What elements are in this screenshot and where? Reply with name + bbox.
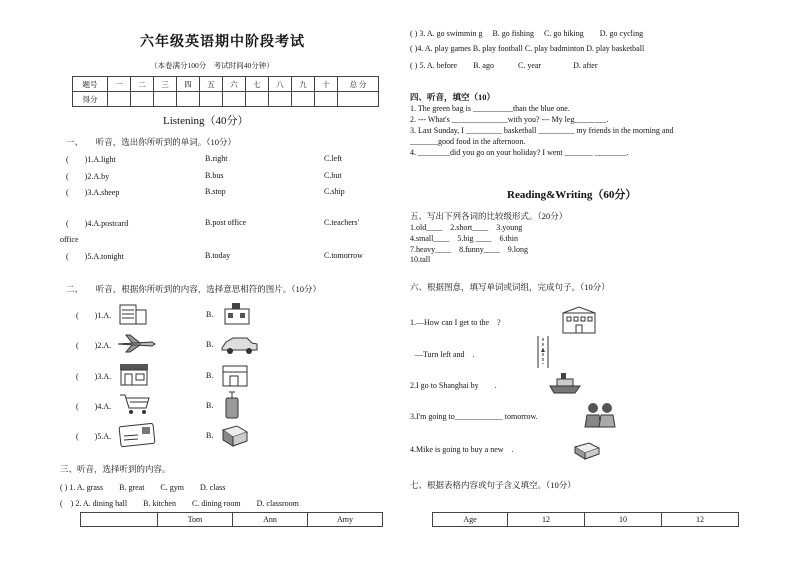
pic-question: ( )5.A. bbox=[76, 432, 112, 441]
score-input[interactable] bbox=[338, 92, 379, 107]
names-table bbox=[80, 512, 383, 527]
word-line: 7.heavy____ 8.funny____ 9.long bbox=[410, 245, 528, 254]
score-cell: 五 bbox=[200, 77, 223, 92]
picture-sentence: 3.I'm going to____________ tomorrow. bbox=[410, 412, 538, 421]
word-line: 1.old____ 2.short____ 3.young bbox=[410, 223, 523, 232]
s3-item: ( ) 2. A. dining hall B. kitchen C. dining room D. classroom bbox=[60, 499, 299, 508]
picture-sentence: 2.I go to Shanghai by . bbox=[410, 381, 497, 390]
pic-question: ( )3.A. bbox=[76, 372, 112, 381]
option: B.bus bbox=[205, 171, 224, 180]
section4-title: 四、听音，填空（10） bbox=[410, 92, 496, 102]
score-input[interactable] bbox=[223, 92, 246, 107]
table-cell: Tom bbox=[158, 513, 233, 527]
word-line: 4.small____ 5.big ____ 6.thin bbox=[410, 234, 518, 243]
score-input[interactable] bbox=[177, 92, 200, 107]
fill-line: 4. ________did you go on your holiday? I went _______ ________. bbox=[410, 148, 629, 157]
picture-sentence: —Turn left and . bbox=[415, 350, 475, 359]
option: C.left bbox=[324, 154, 342, 163]
question: ( )3.A.sheep bbox=[66, 188, 120, 197]
pic-question: ( )1.A. bbox=[76, 311, 112, 320]
shoes-icon bbox=[572, 439, 602, 463]
hospital-icon bbox=[560, 305, 598, 335]
shopping-cart-icon bbox=[118, 392, 152, 416]
shop-icon bbox=[118, 361, 150, 387]
section6-title: 六、根据图意，填写单词或词组，完成句子。（10分） bbox=[410, 282, 610, 292]
score-cell: 九 bbox=[292, 77, 315, 92]
factory-icon bbox=[222, 301, 252, 325]
word-line: 10.tall bbox=[410, 255, 431, 264]
fill-line: 3. Last Sunday, I _________ basketball _________ my friends in the morning and bbox=[410, 126, 674, 135]
book-icon bbox=[220, 424, 250, 448]
s3-item: ( ) 1. A. grass B. great C. gym D. class bbox=[60, 483, 226, 492]
suitcase-icon bbox=[222, 391, 242, 421]
table-cell: 10 bbox=[585, 513, 662, 527]
picture-sentence: 4.Mike is going to buy a new . bbox=[410, 445, 514, 454]
question: ( )4.A.postcard bbox=[66, 219, 129, 228]
section3-title: 三、听音，选择听到的内容。 bbox=[60, 464, 171, 474]
table-cell: Amy bbox=[308, 513, 383, 527]
score-cell: 十 bbox=[315, 77, 338, 92]
section5-title: 五、写出下列各词的比较级形式。（20分） bbox=[410, 211, 568, 221]
option: C.teachers' bbox=[324, 218, 359, 227]
option: B.post office bbox=[205, 218, 247, 227]
score-cell: 三 bbox=[154, 77, 177, 92]
score-table bbox=[72, 76, 379, 107]
exam-title: 六年级英语期中阶段考试 bbox=[140, 35, 305, 50]
age-table bbox=[432, 512, 739, 527]
score-cell: 七 bbox=[246, 77, 269, 92]
option: B.stop bbox=[205, 187, 226, 196]
pic-option: B. bbox=[206, 401, 214, 410]
section2-title: 二、 听音，根据你所听到的内容，选择意思相符的图片。（10分） bbox=[66, 284, 322, 294]
score-cell: 题号 bbox=[73, 77, 108, 92]
pic-question: ( )2.A. bbox=[76, 341, 112, 350]
question: ( )1.A.light bbox=[66, 155, 116, 164]
airplane-icon bbox=[116, 333, 156, 353]
s3-item: ( )4. A. play games B. play football C. play badminton D. play basketball bbox=[410, 44, 645, 53]
score-cell: 二 bbox=[131, 77, 154, 92]
score-input[interactable] bbox=[131, 92, 154, 107]
score-input[interactable] bbox=[246, 92, 269, 107]
score-input[interactable] bbox=[269, 92, 292, 107]
pic-option: B. bbox=[206, 310, 214, 319]
score-cell: 六 bbox=[223, 77, 246, 92]
s3-item: ( ) 3. A. go swimmin g B. go fishing C. go hiking D. go cycling bbox=[410, 29, 644, 38]
question: ( )5.A.tonight bbox=[66, 252, 124, 261]
option-wrap: office bbox=[60, 235, 79, 244]
table-cell: 12 bbox=[662, 513, 739, 527]
section7-title: 七、根据表格内容或句子含义填空。（10分） bbox=[410, 480, 576, 490]
friends-icon bbox=[582, 400, 618, 428]
option: B.right bbox=[205, 154, 228, 163]
listening-header: Listening（40分） bbox=[163, 115, 249, 127]
fill-line: 2. --- What's ______________with you? --- My leg________. bbox=[410, 115, 609, 124]
option: B.today bbox=[205, 251, 231, 260]
table-cell: Age bbox=[433, 513, 508, 527]
option: C.ship bbox=[324, 187, 345, 196]
score-input[interactable] bbox=[292, 92, 315, 107]
score-cell: 八 bbox=[269, 77, 292, 92]
picture-sentence: 1.—How can I get to the ? bbox=[410, 318, 501, 327]
score-cell: 总 分 bbox=[338, 77, 379, 92]
question: ( )2.A.by bbox=[66, 172, 110, 181]
score-input[interactable] bbox=[154, 92, 177, 107]
fill-line: 1. The green bag is __________than the blue one. bbox=[410, 104, 570, 113]
table-cell: Ann bbox=[233, 513, 308, 527]
score-cell: 一 bbox=[108, 77, 131, 92]
score-input[interactable] bbox=[200, 92, 223, 107]
pic-question: ( )4.A. bbox=[76, 402, 112, 411]
pic-option: B. bbox=[206, 431, 214, 440]
ship-icon bbox=[548, 370, 582, 396]
reading-writing-header: Reading&Writing（60分） bbox=[507, 189, 637, 201]
table-cell bbox=[81, 513, 158, 527]
pic-option: B. bbox=[206, 340, 214, 349]
car-icon bbox=[219, 334, 259, 356]
office-building-icon bbox=[118, 301, 148, 325]
pic-option: B. bbox=[206, 371, 214, 380]
option: C.tomorrow bbox=[324, 251, 363, 260]
score-cell: 得分 bbox=[73, 92, 108, 107]
exam-subtitle: （本卷满分100分 考试时间40分钟） bbox=[150, 61, 274, 70]
road-icon bbox=[530, 334, 556, 370]
s3-item: ( ) 5. A. before B. ago C. year D. after bbox=[410, 61, 598, 70]
postcard-icon bbox=[118, 422, 156, 448]
score-cell: 四 bbox=[177, 77, 200, 92]
section1-title: 一、 听音，选出你所听到的单词。（10分） bbox=[66, 137, 237, 147]
table-cell: 12 bbox=[508, 513, 585, 527]
score-input[interactable] bbox=[315, 92, 338, 107]
store-icon bbox=[220, 362, 250, 388]
fill-line: _______good food in the afternoon. bbox=[410, 137, 526, 146]
option: C.but bbox=[324, 171, 342, 180]
score-input[interactable] bbox=[108, 92, 131, 107]
